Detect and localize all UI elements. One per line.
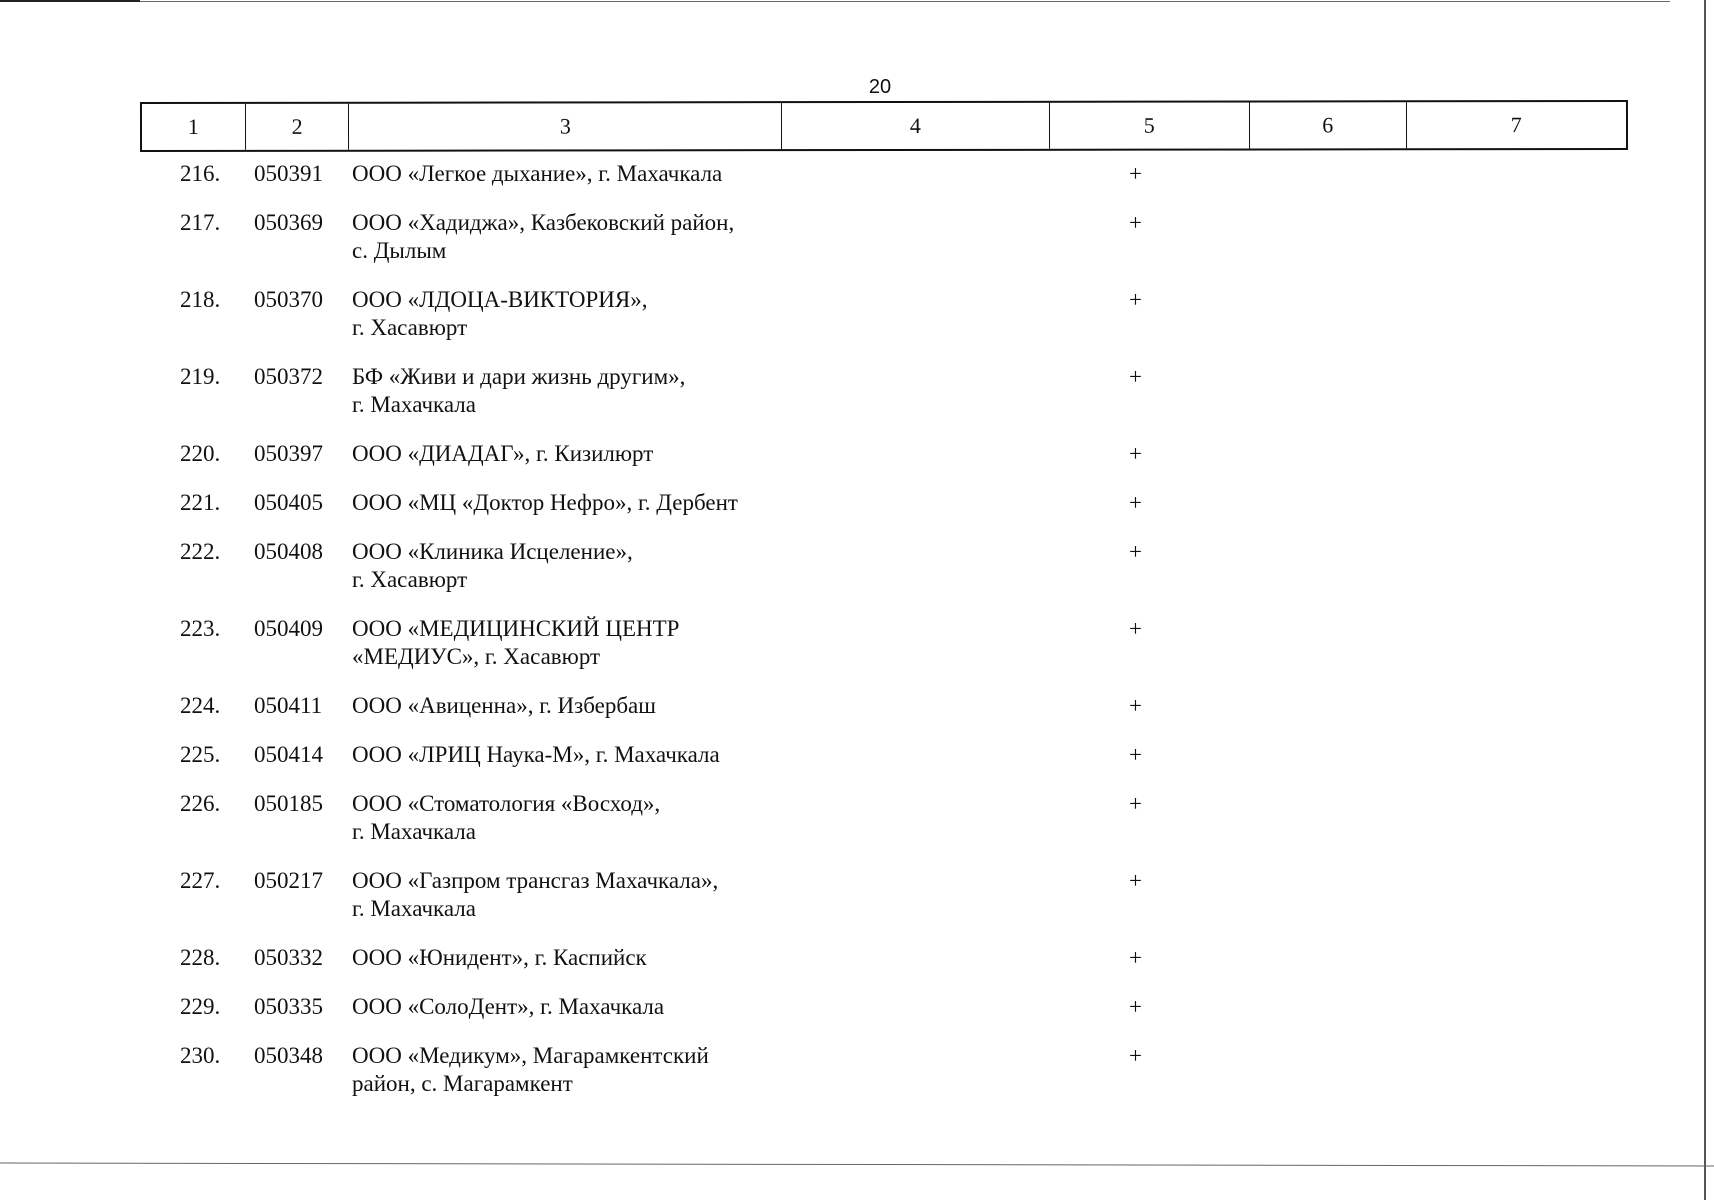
row-organization bbox=[340, 741, 770, 790]
row-organization bbox=[340, 692, 770, 741]
organization-line: ООО «Стоматология «Восход», bbox=[352, 791, 661, 816]
row-col-7 bbox=[1396, 209, 1628, 286]
table-row bbox=[140, 615, 1628, 692]
row-code: 050370 bbox=[254, 287, 323, 312]
row-code: 050411 bbox=[254, 693, 323, 718]
row-code: 050405 bbox=[254, 490, 323, 515]
row-col-6 bbox=[1239, 993, 1396, 1042]
header-col-4: 4 bbox=[782, 103, 1049, 149]
table-row bbox=[140, 160, 1628, 209]
organization-line: ООО «СолоДент», г. Махачкала bbox=[352, 994, 665, 1019]
row-mark: + bbox=[1129, 693, 1142, 718]
header-col-3: 3 bbox=[349, 103, 782, 150]
organization-line: ООО «ЛДОЦА-ВИКТОРИЯ», bbox=[352, 287, 648, 312]
row-code: 050217 bbox=[254, 868, 323, 893]
organization-line: ООО «Хадиджа», Казбековский район, bbox=[352, 210, 735, 235]
row-col-6 bbox=[1239, 209, 1396, 286]
table-row bbox=[140, 867, 1628, 944]
row-mark: + bbox=[1129, 1043, 1142, 1068]
row-col-6 bbox=[1239, 741, 1396, 790]
row-organization bbox=[340, 867, 770, 944]
row-col-7 bbox=[1396, 741, 1628, 790]
row-organization bbox=[340, 615, 770, 692]
row-organization bbox=[340, 944, 770, 993]
row-col-7 bbox=[1396, 790, 1628, 867]
organization-line: г. Махачкала bbox=[352, 392, 476, 417]
row-mark: + bbox=[1129, 616, 1142, 641]
row-mark: + bbox=[1129, 490, 1142, 515]
table-row bbox=[140, 741, 1628, 790]
row-mark: + bbox=[1129, 441, 1142, 466]
organization-line: ООО «Юнидент», г. Каспийск bbox=[352, 945, 647, 970]
row-col-4 bbox=[770, 790, 1038, 867]
row-number: 230. bbox=[180, 1043, 221, 1068]
row-number: 228. bbox=[180, 945, 221, 970]
organization-line: район, с. Магарамкент bbox=[352, 1071, 573, 1096]
row-code: 050408 bbox=[254, 539, 323, 564]
row-organization bbox=[340, 363, 770, 440]
row-col-6 bbox=[1239, 615, 1396, 692]
row-mark: + bbox=[1129, 287, 1142, 312]
row-col-6 bbox=[1239, 1042, 1396, 1119]
row-number: 225. bbox=[180, 742, 221, 767]
row-code: 050409 bbox=[254, 616, 323, 641]
row-col-4 bbox=[770, 538, 1038, 615]
row-col-4 bbox=[770, 209, 1038, 286]
scan-edge-top-thin bbox=[140, 1, 1670, 2]
row-number: 216. bbox=[180, 161, 221, 186]
header-col-1: 1 bbox=[142, 104, 246, 150]
row-code: 050332 bbox=[254, 945, 323, 970]
scan-edge-top bbox=[0, 0, 140, 2]
row-mark: + bbox=[1129, 945, 1142, 970]
table-header bbox=[140, 100, 1628, 152]
table-row bbox=[140, 993, 1628, 1042]
row-code: 050372 bbox=[254, 364, 323, 389]
row-organization bbox=[340, 489, 770, 538]
organization-line: ООО «Легкое дыхание», г. Махачкала bbox=[352, 161, 723, 186]
row-col-7 bbox=[1396, 944, 1628, 993]
row-col-4 bbox=[770, 692, 1038, 741]
row-col-7 bbox=[1396, 363, 1628, 440]
organization-line: г. Хасавюрт bbox=[352, 315, 468, 340]
row-number: 221. bbox=[180, 490, 221, 515]
row-number: 227. bbox=[180, 868, 221, 893]
row-col-7 bbox=[1396, 440, 1628, 489]
page-number: 20 bbox=[868, 76, 892, 98]
row-col-4 bbox=[770, 160, 1038, 209]
row-col-7 bbox=[1396, 160, 1628, 209]
table-row bbox=[140, 286, 1628, 363]
organization-line: ООО «Медикум», Магарамкентский bbox=[352, 1043, 709, 1068]
row-organization bbox=[340, 209, 770, 286]
row-organization bbox=[340, 993, 770, 1042]
table-row bbox=[140, 489, 1628, 538]
row-code: 050348 bbox=[254, 1043, 323, 1068]
organization-line: ООО «Газпром трансгаз Махачкала», bbox=[352, 868, 719, 893]
row-col-4 bbox=[770, 944, 1038, 993]
table-row bbox=[140, 790, 1628, 867]
table-row bbox=[140, 1042, 1628, 1119]
row-col-6 bbox=[1239, 692, 1396, 741]
row-mark: + bbox=[1129, 210, 1142, 235]
organization-line: г. Махачкала bbox=[352, 896, 476, 921]
row-number: 219. bbox=[180, 364, 221, 389]
scan-edge-bottom bbox=[0, 1163, 1714, 1167]
row-number: 218. bbox=[180, 287, 221, 312]
row-col-7 bbox=[1396, 615, 1628, 692]
scan-edge-right bbox=[1704, 0, 1706, 1200]
organization-line: г. Хасавюрт bbox=[352, 567, 468, 592]
organization-line: ООО «МЦ «Доктор Нефро», г. Дербент bbox=[352, 490, 738, 515]
row-organization bbox=[340, 538, 770, 615]
row-organization bbox=[340, 286, 770, 363]
table-row bbox=[140, 209, 1628, 286]
row-col-7 bbox=[1396, 867, 1628, 944]
row-col-7 bbox=[1396, 538, 1628, 615]
row-code: 050185 bbox=[254, 791, 323, 816]
table-row bbox=[140, 692, 1628, 741]
row-code: 050335 bbox=[254, 994, 323, 1019]
row-col-6 bbox=[1239, 538, 1396, 615]
row-mark: + bbox=[1129, 539, 1142, 564]
row-number: 223. bbox=[180, 616, 221, 641]
row-col-6 bbox=[1239, 867, 1396, 944]
row-number: 226. bbox=[180, 791, 221, 816]
row-number: 224. bbox=[180, 693, 221, 718]
row-col-4 bbox=[770, 615, 1038, 692]
header-col-6: 6 bbox=[1250, 102, 1407, 148]
organization-line: ООО «ЛРИЦ Наука-М», г. Махачкала bbox=[352, 742, 720, 767]
row-col-6 bbox=[1239, 440, 1396, 489]
row-col-4 bbox=[770, 489, 1038, 538]
row-number: 229. bbox=[180, 994, 221, 1019]
row-mark: + bbox=[1129, 994, 1142, 1019]
header-col-7: 7 bbox=[1510, 112, 1522, 138]
row-col-4 bbox=[770, 286, 1038, 363]
organization-line: «МЕДИУС», г. Хасавюрт bbox=[352, 644, 601, 669]
row-code: 050369 bbox=[254, 210, 323, 235]
row-mark: + bbox=[1129, 161, 1142, 186]
row-mark: + bbox=[1129, 868, 1142, 893]
row-code: 050414 bbox=[254, 742, 323, 767]
row-number: 220. bbox=[180, 441, 221, 466]
row-mark: + bbox=[1129, 791, 1142, 816]
row-number: 217. bbox=[180, 210, 221, 235]
row-col-6 bbox=[1239, 489, 1396, 538]
table-row bbox=[140, 538, 1628, 615]
organization-line: г. Махачкала bbox=[352, 819, 476, 844]
table-body bbox=[140, 160, 1628, 1119]
row-code: 050397 bbox=[254, 441, 323, 466]
row-organization bbox=[340, 440, 770, 489]
row-col-4 bbox=[770, 993, 1038, 1042]
row-col-6 bbox=[1239, 944, 1396, 993]
row-col-7 bbox=[1396, 692, 1628, 741]
row-col-4 bbox=[770, 867, 1038, 944]
table-row bbox=[140, 363, 1628, 440]
row-col-6 bbox=[1239, 363, 1396, 440]
organization-line: БФ «Живи и дари жизнь другим», bbox=[352, 364, 686, 389]
row-col-7 bbox=[1396, 489, 1628, 538]
row-organization bbox=[340, 790, 770, 867]
row-col-4 bbox=[770, 741, 1038, 790]
table-row bbox=[140, 440, 1628, 489]
row-col-4 bbox=[770, 363, 1038, 440]
organization-line: ООО «Клиника Исцеление», bbox=[352, 539, 633, 564]
organization-line: ООО «МЕДИЦИНСКИЙ ЦЕНТР bbox=[352, 616, 680, 641]
row-code: 050391 bbox=[254, 161, 323, 186]
row-col-6 bbox=[1239, 160, 1396, 209]
header-col-5: 5 bbox=[1050, 102, 1251, 148]
row-col-7 bbox=[1396, 286, 1628, 363]
row-col-6 bbox=[1239, 790, 1396, 867]
table-row bbox=[140, 944, 1628, 993]
row-col-4 bbox=[770, 440, 1038, 489]
row-number: 222. bbox=[180, 539, 221, 564]
organization-line: ООО «Авиценна», г. Избербаш bbox=[352, 693, 656, 718]
organization-line: ООО «ДИАДАГ», г. Кизилюрт bbox=[352, 441, 654, 466]
row-col-4 bbox=[770, 1042, 1038, 1119]
row-organization bbox=[340, 160, 770, 209]
row-col-7 bbox=[1396, 993, 1628, 1042]
row-mark: + bbox=[1129, 364, 1142, 389]
row-mark: + bbox=[1129, 742, 1142, 767]
row-col-7 bbox=[1396, 1042, 1628, 1119]
organization-line: с. Дылым bbox=[352, 238, 447, 263]
header-col-2: 2 bbox=[246, 104, 350, 150]
row-organization bbox=[340, 1042, 770, 1119]
row-col-6 bbox=[1239, 286, 1396, 363]
